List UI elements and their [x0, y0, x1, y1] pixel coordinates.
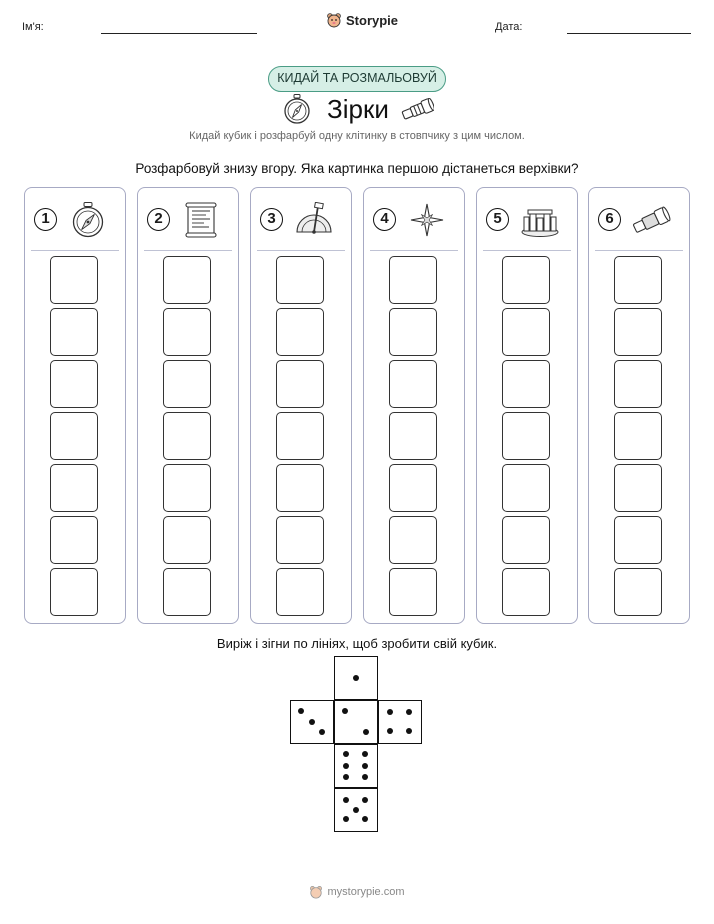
column-number: 4	[373, 208, 396, 231]
color-cell[interactable]	[614, 516, 662, 564]
dice-pip	[387, 728, 393, 734]
column-number: 2	[147, 208, 170, 231]
dice-pip	[363, 729, 369, 735]
dice-face-6	[334, 744, 378, 788]
name-label: Ім'я:	[22, 21, 44, 33]
dice-face-1	[334, 656, 378, 700]
dice-pip	[362, 816, 368, 822]
cell-stack	[614, 256, 664, 620]
column-header	[34, 202, 116, 236]
title-row	[0, 92, 714, 126]
sextant-icon	[294, 202, 334, 238]
color-cell[interactable]	[502, 412, 550, 460]
column-divider	[257, 250, 345, 251]
dice-pip	[362, 774, 368, 780]
color-cell[interactable]	[50, 360, 98, 408]
column-number: 1	[34, 208, 57, 231]
color-cell[interactable]	[614, 360, 662, 408]
dice-pip	[362, 763, 368, 769]
color-cell[interactable]	[276, 516, 324, 564]
name-field[interactable]	[101, 33, 257, 34]
dice-pip	[319, 729, 325, 735]
color-cell[interactable]	[276, 412, 324, 460]
column-header	[373, 202, 455, 236]
dice-pip	[343, 797, 349, 803]
column-number: 5	[486, 208, 509, 231]
page-title: Зірки	[327, 94, 389, 124]
color-cell[interactable]	[389, 308, 437, 356]
subtitle: Кидай кубик і розфарбуй одну клітинку в стовпчику з цим числом.	[189, 130, 525, 142]
color-cell[interactable]	[389, 256, 437, 304]
compass-icon	[284, 94, 310, 124]
cell-stack	[389, 256, 439, 620]
cell-stack	[163, 256, 213, 620]
color-cell[interactable]	[614, 464, 662, 512]
dice-pip	[406, 709, 412, 715]
dice-pip	[343, 751, 349, 757]
column-divider	[144, 250, 232, 251]
color-cell[interactable]	[614, 568, 662, 616]
column-4	[363, 187, 465, 624]
color-cell[interactable]	[276, 360, 324, 408]
telescope-icon	[400, 98, 434, 120]
column-number: 6	[598, 208, 621, 231]
dice-pip	[362, 751, 368, 757]
north-star-icon	[407, 202, 447, 238]
cell-stack	[502, 256, 552, 620]
color-cell[interactable]	[163, 516, 211, 564]
column-header	[260, 202, 342, 236]
stonehenge-icon	[520, 202, 560, 238]
column-divider	[31, 250, 119, 251]
column-header	[486, 202, 568, 236]
color-cell[interactable]	[276, 256, 324, 304]
color-cell[interactable]	[50, 256, 98, 304]
dice-face-2	[334, 700, 378, 744]
column-1	[24, 187, 126, 624]
dice-net	[290, 656, 426, 836]
color-cell[interactable]	[389, 360, 437, 408]
color-cell[interactable]	[614, 256, 662, 304]
column-header	[147, 202, 229, 236]
storypie-mascot-icon	[326, 12, 342, 28]
column-number: 3	[260, 208, 283, 231]
dice-pip	[298, 708, 304, 714]
color-cell[interactable]	[502, 308, 550, 356]
color-cell[interactable]	[389, 568, 437, 616]
color-cell[interactable]	[50, 308, 98, 356]
dice-pip	[343, 816, 349, 822]
column-6	[588, 187, 690, 624]
compass-icon	[68, 202, 108, 238]
color-cell[interactable]	[163, 464, 211, 512]
cell-stack	[50, 256, 100, 620]
color-cell[interactable]	[50, 464, 98, 512]
color-cell[interactable]	[502, 464, 550, 512]
column-3	[250, 187, 352, 624]
storypie-mascot-icon	[309, 885, 323, 899]
color-cell[interactable]	[50, 568, 98, 616]
dice-face-5	[334, 788, 378, 832]
dice-pip	[353, 675, 359, 681]
dice-pip	[343, 774, 349, 780]
color-cell[interactable]	[389, 516, 437, 564]
brand-name: Storypie	[346, 12, 399, 28]
color-cell[interactable]	[276, 568, 324, 616]
dice-pip	[362, 797, 368, 803]
color-cell[interactable]	[50, 516, 98, 564]
color-cell[interactable]	[614, 412, 662, 460]
footer-url: mystorypie.com	[327, 886, 405, 898]
color-cell[interactable]	[163, 256, 211, 304]
activity-badge: КИДАЙ ТА РОЗМАЛЬОВУЙ	[268, 66, 446, 92]
color-cell[interactable]	[163, 308, 211, 356]
color-cell[interactable]	[502, 360, 550, 408]
footer	[0, 885, 714, 899]
dice-pip	[387, 709, 393, 715]
column-divider	[370, 250, 458, 251]
color-cell[interactable]	[502, 568, 550, 616]
color-cell[interactable]	[389, 464, 437, 512]
date-field[interactable]	[567, 33, 691, 34]
color-cell[interactable]	[163, 412, 211, 460]
dice-pip	[309, 719, 315, 725]
dice-pip	[406, 728, 412, 734]
color-cell[interactable]	[389, 412, 437, 460]
cut-instruction: Виріж і зігни по лініях, щоб зробити свій кубик.	[216, 636, 498, 651]
color-cell[interactable]	[502, 256, 550, 304]
race-columns	[24, 187, 690, 624]
telescope-icon	[632, 202, 672, 238]
instruction-text: Розфарбовуй знизу вгору. Яка картинка першою дістанеться верхівки?	[135, 161, 579, 176]
color-cell[interactable]	[276, 464, 324, 512]
color-cell[interactable]	[163, 568, 211, 616]
dice-pip	[342, 708, 348, 714]
color-cell[interactable]	[614, 308, 662, 356]
column-2	[137, 187, 239, 624]
color-cell[interactable]	[50, 412, 98, 460]
dice-face-4	[378, 700, 422, 744]
dice-pip	[353, 807, 359, 813]
dice-face-3	[290, 700, 334, 744]
dice-pip	[343, 763, 349, 769]
column-divider	[483, 250, 571, 251]
cell-stack	[276, 256, 326, 620]
column-divider	[595, 250, 683, 251]
color-cell[interactable]	[163, 360, 211, 408]
header	[0, 0, 714, 44]
brand-logo	[326, 12, 398, 28]
color-cell[interactable]	[502, 516, 550, 564]
color-cell[interactable]	[276, 308, 324, 356]
column-header	[598, 202, 680, 236]
column-5	[476, 187, 578, 624]
star-chart-scroll-icon	[181, 202, 221, 238]
date-label: Дата:	[495, 21, 523, 33]
